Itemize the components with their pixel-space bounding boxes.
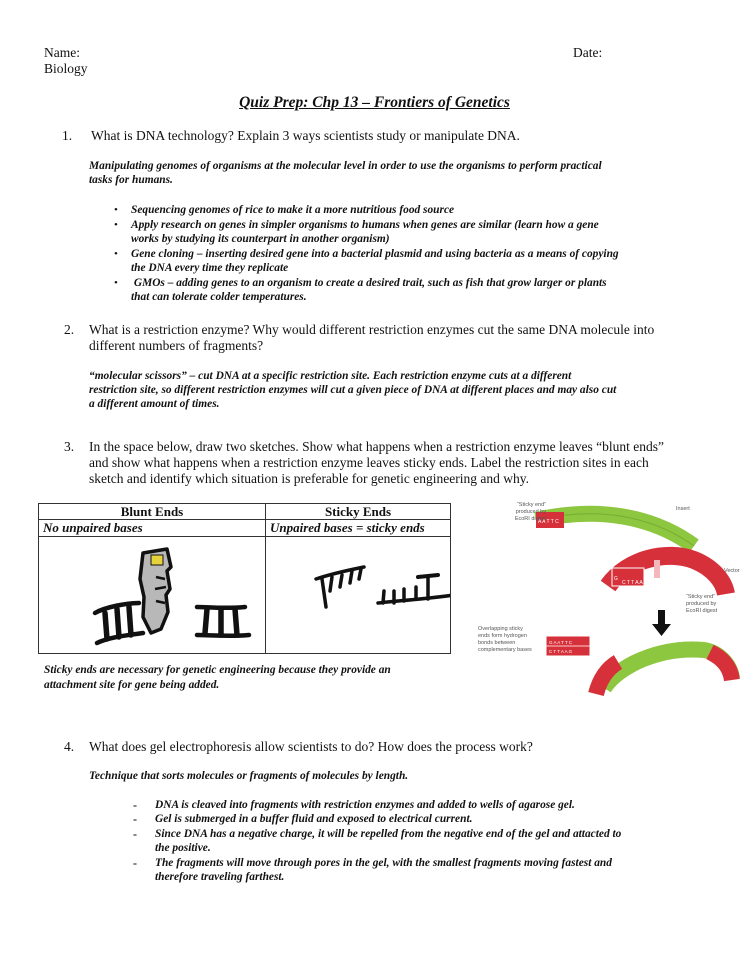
q2-answer-line: a different amount of times.: [89, 398, 220, 410]
q3-answer-line: attachment site for gene being added.: [44, 679, 220, 691]
bullet-icon: •: [114, 219, 118, 231]
svg-text:C T T A A: C T T A A: [622, 580, 643, 586]
q2-question-line: different numbers of fragments?: [89, 338, 264, 353]
sticky-ends-subheader: Unpaired bases = sticky ends: [266, 520, 451, 537]
figure-label: Insert: [676, 506, 690, 512]
q1-bullet-text: that can tolerate colder temperatures.: [131, 291, 307, 303]
sticky-ends-sketch: [266, 537, 450, 649]
sketch-table: [38, 503, 451, 654]
dash-bullet: -: [133, 812, 137, 826]
q2-answer-line: “molecular scissors” – cut DNA at a specific restriction site. Each restriction enzyme cuts at a different: [89, 370, 572, 382]
q1-answer-line: Manipulating genomes of organisms at the molecular level in order to use the organisms to perform practical: [89, 160, 602, 172]
figure-label: “Sticky end” produced by EcoRI digest: [686, 594, 718, 614]
dash-bullet: -: [133, 827, 137, 841]
sticky-ends-header: Sticky Ends: [266, 504, 451, 520]
q3-question-line: and show what happens when a restriction enzyme leaves sticky ends. Label the restriction sites in each: [89, 455, 649, 470]
q1-bullet-text: the DNA every time they replicate: [131, 262, 289, 274]
q2-answer-line: restriction site, so different restriction enzymes will cut a given piece of DNA at different places and may also cut: [89, 384, 617, 396]
q1-question: What is DNA technology? Explain 3 ways scientists study or manipulate DNA.: [91, 128, 520, 143]
figure-label: Vector: [724, 568, 740, 574]
sticky-end-diagram: [478, 498, 746, 708]
name-label: Name:: [44, 45, 80, 60]
q3-question-line: In the space below, draw two sketches. Show what happens when a restriction enzyme leaves “blunt ends”: [89, 439, 664, 454]
blunt-ends-sketch-cell: [39, 537, 266, 654]
svg-text:G: G: [614, 576, 618, 582]
blunt-ends-subheader: No unpaired bases: [39, 520, 266, 537]
q4-item-text: therefore traveling farthest.: [155, 871, 285, 883]
q4-item-text: Gel is submerged in a buffer fluid and exposed to electrical current.: [155, 813, 473, 825]
q1-number: 1.: [62, 128, 73, 143]
svg-text:A A T T C: A A T T C: [538, 519, 559, 525]
q1-bullet-text: Sequencing genomes of rice to make it a more nutritious food source: [131, 204, 455, 216]
dash-bullet: -: [133, 856, 137, 870]
q2-number: 2.: [64, 322, 75, 337]
figure-label: Overlapping sticky ends form hydrogen bonds between complementary bases: [478, 626, 532, 653]
q4-answer: Technique that sorts molecules or fragments of molecules by length.: [89, 770, 409, 782]
q4-item-text: Since DNA has a negative charge, it will be repelled from the negative end of the gel and attacted to: [155, 828, 622, 840]
q2-question-line: What is a restriction enzyme? Why would different restriction enzymes cut the same DNA molecule into: [89, 322, 655, 337]
bullet-icon: •: [114, 204, 118, 216]
q1-bullet-text: Gene cloning – inserting desired gene into a bacterial plasmid and using bacteria as a means of copying: [131, 248, 619, 260]
q1-answer-line: tasks for humans.: [89, 174, 173, 186]
figure-label: “Sticky end” produced by EcoRI digest: [514, 502, 546, 522]
q3-question-line: sketch and identify which situation is preferable for genetic engineering and why.: [89, 471, 529, 486]
subject-label: Biology: [44, 61, 88, 76]
q3-number: 3.: [64, 439, 75, 454]
q1-bullet-text: GMOs – adding genes to an organism to create a desired trait, such as fish that grow larger or plants: [131, 277, 607, 289]
svg-text:G A A T T C: G A A T T C: [549, 640, 573, 645]
q4-question: What does gel electrophoresis allow scientists to do? How does the process work?: [89, 739, 533, 754]
q4-number: 4.: [64, 739, 75, 754]
q4-item-text: DNA is cleaved into fragments with restriction enzymes and added to wells of agarose gel.: [155, 799, 575, 811]
q4-item-text: The fragments will move through pores in the gel, with the smallest fragments moving fastest and: [155, 857, 612, 869]
dash-bullet: -: [133, 798, 137, 812]
q3-answer-line: Sticky ends are necessary for genetic engineering because they provide an: [44, 664, 391, 676]
q4-item-text: the positive.: [155, 842, 211, 854]
svg-text:C T T A A G: C T T A A G: [549, 649, 573, 654]
sticky-ends-sketch-cell: [266, 537, 451, 654]
blunt-ends-header: Blunt Ends: [39, 504, 266, 520]
bullet-icon: •: [114, 248, 118, 260]
bullet-icon: •: [114, 277, 118, 289]
q1-bullet-text: works by studying its counterpart in another organism): [131, 233, 390, 245]
blunt-ends-sketch: [39, 537, 265, 649]
page-title: Quiz Prep: Chp 13 – Frontiers of Genetics: [239, 94, 510, 111]
q1-bullet-text: Apply research on genes in simpler organisms to humans when genes are similar (learn how a gene: [131, 219, 599, 231]
date-label: Date:: [573, 45, 603, 60]
